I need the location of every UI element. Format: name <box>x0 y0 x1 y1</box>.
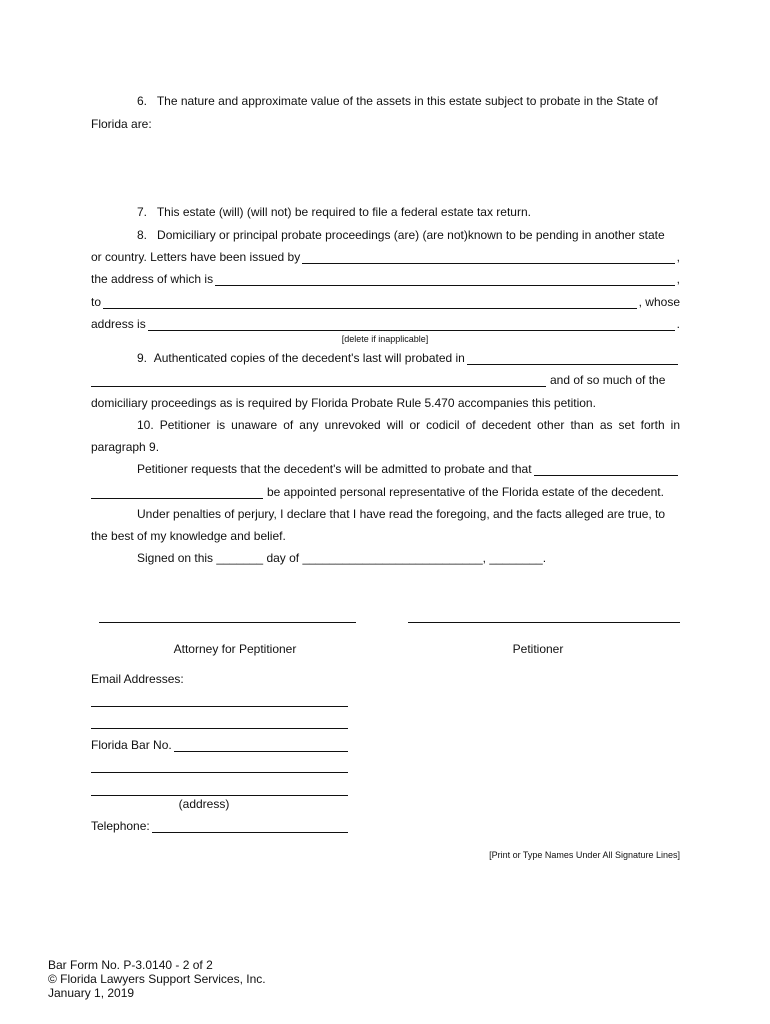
request-line <box>137 462 680 476</box>
delete-if-inapplicable-note: [delete if inapplicable] <box>341 334 429 344</box>
letters-issued-label: or country. Letters have been issued by <box>91 250 301 264</box>
item-6-continuation: Florida are: <box>91 117 152 131</box>
item-text: Authenticated copies of the decedent's last will probated in <box>153 351 465 365</box>
and-so-much-label: and of so much of the <box>550 373 666 387</box>
attorney-label: Attorney for Peptitioner <box>173 642 297 656</box>
item-8 <box>137 228 680 242</box>
be-appointed-text: be appointed personal representative of the Florida estate of the decedent. <box>267 485 664 499</box>
form-number: Bar Form No. P-3.0140 - 2 of 2 <box>48 958 213 972</box>
to-label: to <box>91 295 102 309</box>
probated-in-continuation-field[interactable] <box>91 375 546 387</box>
personal-representative-continuation-field[interactable] <box>91 487 263 499</box>
letters-issued-line: or country. Letters have been issued by , <box>91 250 680 264</box>
request-line-2 <box>91 485 680 499</box>
item-number: 7. <box>137 205 148 219</box>
item-6 <box>137 94 680 108</box>
address-field-1[interactable] <box>91 772 348 773</box>
telephone-label: Telephone: <box>91 819 150 833</box>
email-addresses-label: Email Addresses: <box>91 672 184 686</box>
item-9-line-2 <box>91 373 680 387</box>
address-of-which-label: the address of which is <box>91 272 214 286</box>
letters-issued-by-field[interactable] <box>302 252 674 264</box>
florida-bar-line <box>91 738 348 752</box>
item-number: 6. <box>137 94 148 108</box>
florida-bar-field[interactable] <box>174 740 348 752</box>
print-names-note: [Print or Type Names Under All Signature Lines] <box>489 850 680 860</box>
item-text: This estate (will) (will not) be required to file a federal estate tax return. <box>156 205 531 219</box>
to-whose-line <box>91 295 680 309</box>
item-text: Domiciliary or principal probate proceedings (are) (are not)known to be pending in another state <box>157 228 665 242</box>
address-is-label: address is <box>91 317 146 331</box>
item-9 <box>137 351 680 365</box>
florida-bar-label: Florida Bar No. <box>91 738 172 752</box>
telephone-field[interactable] <box>152 821 348 833</box>
form-date: January 1, 2019 <box>48 986 135 1000</box>
item-number: 9. <box>137 351 148 365</box>
petitioner-label: Petitioner <box>512 642 564 656</box>
letters-to-field[interactable] <box>103 297 637 309</box>
recipient-address-field[interactable] <box>148 319 675 331</box>
attorney-signature-line[interactable] <box>99 622 356 623</box>
petitioner-signature-line[interactable] <box>408 622 680 623</box>
copyright-notice: © Florida Lawyers Support Services, Inc. <box>48 972 266 986</box>
telephone-line <box>91 819 348 833</box>
form-footer <box>48 958 266 1000</box>
request-text: Petitioner requests that the decedent's will be admitted to probate and that <box>137 462 532 476</box>
item-number: 8. <box>137 228 148 242</box>
item-9-line-3: domiciliary proceedings as is required by Florida Probate Rule 5.470 accompanies this petition. <box>91 396 596 410</box>
probated-in-field[interactable] <box>467 353 678 365</box>
signed-on-line: Signed on this _______ day of ___________________________, ________. <box>137 551 547 565</box>
item-7 <box>137 205 680 219</box>
perjury-continuation: the best of my knowledge and belief. <box>91 529 286 543</box>
item-10-continuation: paragraph 9. <box>91 440 160 454</box>
personal-representative-field[interactable] <box>534 464 678 476</box>
address-is-line: address is . <box>91 317 680 331</box>
address-label: (address) <box>178 797 230 811</box>
address-of-which-line: the address of which is , <box>91 272 680 286</box>
item-10: 10. Petitioner is unaware of any unrevoked will or codicil of decedent other than as set forth in <box>137 418 680 432</box>
perjury-declaration: Under penalties of perjury, I declare that I have read the foregoing, and the facts alleged are true, to <box>137 507 666 521</box>
email-field-1[interactable] <box>91 706 348 707</box>
item-text: The nature and approximate value of the assets in this estate subject to probate in the State of <box>156 94 658 108</box>
address-field-2[interactable] <box>91 795 348 796</box>
email-field-2[interactable] <box>91 728 348 729</box>
whose-label: , whose <box>638 295 680 309</box>
issuer-address-field[interactable] <box>215 274 675 286</box>
